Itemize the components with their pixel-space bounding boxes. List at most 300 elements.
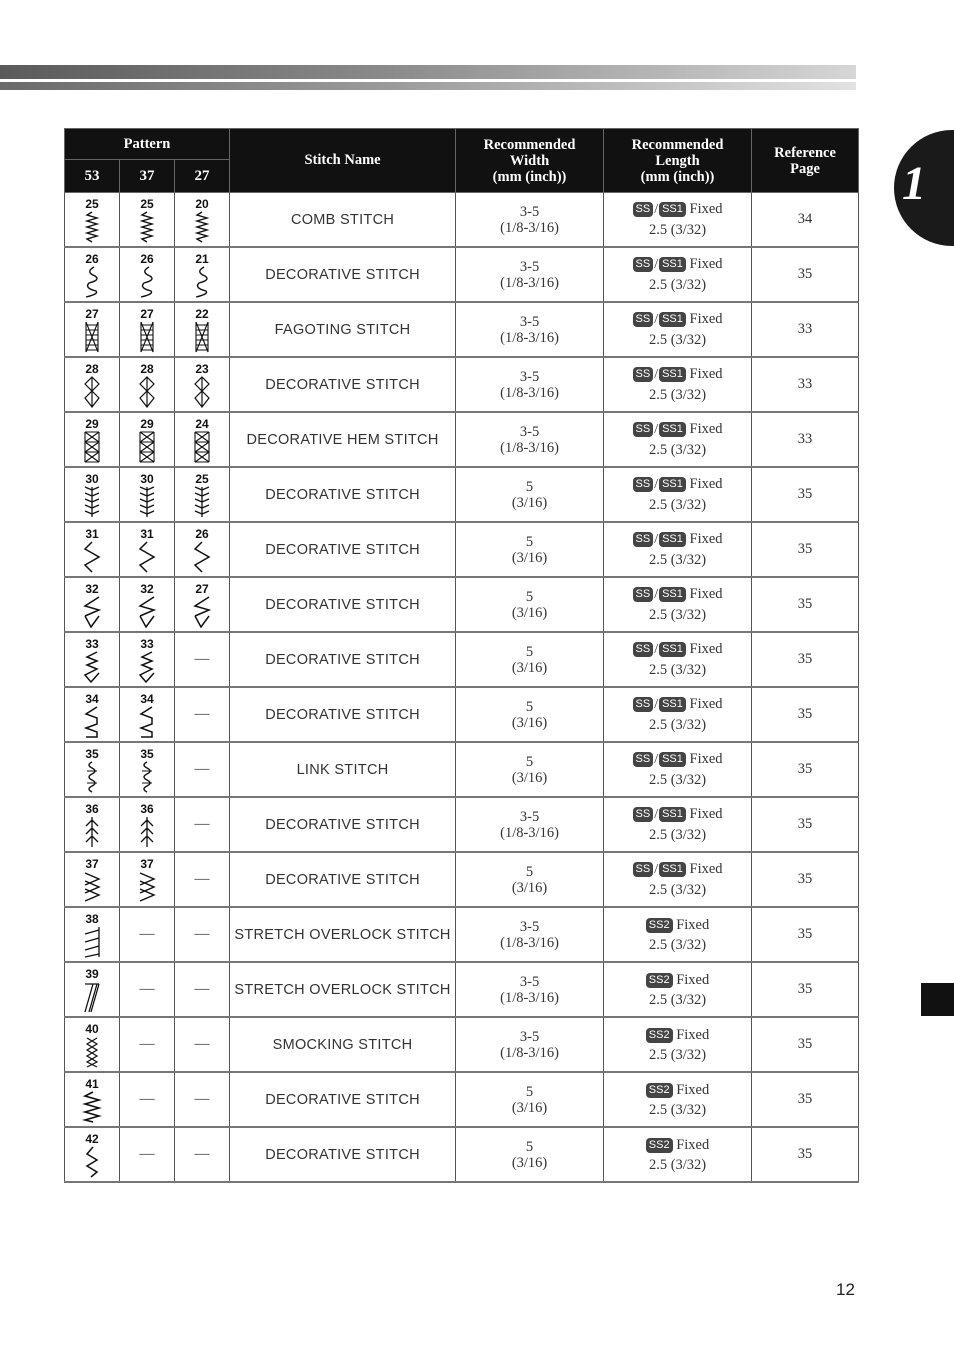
length-fixed-label: Fixed <box>676 916 710 933</box>
presser-foot-badge: SS2 <box>646 918 673 933</box>
pattern-cell-27 <box>175 907 230 962</box>
section-marker <box>921 983 954 1016</box>
pattern-cell-53 <box>65 632 120 687</box>
width-inch: (1/8-3/16) <box>500 824 559 841</box>
length-value: 2.5 (3/32) <box>648 1101 707 1118</box>
presser-foot-badge: SS1 <box>659 257 686 272</box>
pattern-number: 35 <box>85 747 99 761</box>
stitch-name-cell <box>230 247 456 302</box>
length-value: 2.5 (3/32) <box>648 772 707 788</box>
width-cell <box>456 687 604 742</box>
reference-cell <box>752 742 859 797</box>
width-inch: (1/8-3/16) <box>500 219 559 236</box>
pattern-number: 30 <box>140 472 154 486</box>
pattern-number: 26 <box>195 527 209 541</box>
width-header-line: (mm (inch)) <box>492 168 567 185</box>
width-mm: 3-5 <box>519 973 540 990</box>
reference-page: 35 <box>797 1036 813 1052</box>
length-value: 2.5 (3/32) <box>648 1156 707 1173</box>
stitch-name: SMOCKING STITCH <box>272 1036 413 1053</box>
pattern-cell-37 <box>120 577 175 632</box>
table-row <box>65 1017 859 1072</box>
pattern-number: 34 <box>140 692 154 706</box>
pattern-number: 24 <box>195 417 209 431</box>
pattern-number: 25 <box>85 197 99 211</box>
stitch-name: DECORATIVE HEM STITCH <box>246 431 439 448</box>
stitch-name: DECORATIVE STITCH <box>265 596 420 613</box>
pattern-number: 25 <box>140 197 154 211</box>
pattern-number: 25 <box>195 472 209 486</box>
pattern-cell-53 <box>65 962 120 1017</box>
length-value: 2.5 (3/32) <box>648 936 707 953</box>
pattern-cell-37 <box>120 247 175 302</box>
stitch-ladder-x-icon <box>81 431 103 463</box>
pattern-number: 26 <box>85 252 99 266</box>
reference-page: 33 <box>797 376 813 392</box>
width-header-line: Width <box>509 152 550 169</box>
presser-foot-badge: SS2 <box>646 1083 673 1098</box>
pattern-not-available: — <box>139 1146 155 1162</box>
stitch-check-wave-icon <box>81 596 103 628</box>
length-cell <box>604 193 752 248</box>
pattern-cell-53 <box>65 467 120 522</box>
table-row <box>65 577 859 632</box>
reference-page: 35 <box>797 486 813 502</box>
table-row <box>65 742 859 797</box>
stitch-name: DECORATIVE STITCH <box>265 651 420 668</box>
width-inch: (3/16) <box>511 1099 548 1116</box>
width-cell <box>456 302 604 357</box>
presser-foot-line <box>604 419 751 440</box>
pattern-number: 40 <box>85 1022 99 1036</box>
stitch-name-cell <box>230 467 456 522</box>
width-inch: (1/8-3/16) <box>500 329 559 346</box>
pattern-not-available: — <box>194 816 210 832</box>
presser-foot-badge: SS1 <box>659 697 686 712</box>
width-inch: (3/16) <box>511 659 548 676</box>
pattern-not-available: — <box>194 981 210 997</box>
reference-cell <box>752 1072 859 1127</box>
pattern-number: 27 <box>140 307 154 321</box>
stitch-name: DECORATIVE STITCH <box>265 816 420 833</box>
pattern-number: 32 <box>85 582 99 596</box>
width-cell <box>456 193 604 248</box>
stitch-name: DECORATIVE STITCH <box>265 376 420 393</box>
reference-cell <box>752 522 859 577</box>
pattern-number: 37 <box>85 857 99 871</box>
stitch-tree-icon <box>81 816 103 848</box>
presser-foot-badge: SS1 <box>659 312 686 327</box>
width-cell <box>456 522 604 577</box>
pattern-cell-37 <box>120 412 175 467</box>
length-fixed-label: Fixed <box>676 1136 710 1153</box>
badge-separator: / <box>654 312 659 327</box>
width-mm: 3-5 <box>519 918 540 935</box>
pattern-not-available: — <box>194 706 210 722</box>
width-inch: (1/8-3/16) <box>500 1044 559 1061</box>
stitch-name-cell <box>230 577 456 632</box>
presser-foot-badge: SS1 <box>659 532 686 547</box>
stitch-name-cell <box>230 907 456 962</box>
presser-foot-line <box>604 364 751 385</box>
presser-foot-line <box>604 639 751 660</box>
stitch-name: COMB STITCH <box>290 211 395 228</box>
table-row <box>65 247 859 302</box>
header-band-bottom <box>0 82 856 90</box>
width-mm: 5 <box>525 753 534 770</box>
length-cell <box>604 357 752 412</box>
reference-page: 35 <box>797 981 813 997</box>
presser-foot-badge: SS <box>633 367 654 382</box>
width-inch: (1/8-3/16) <box>500 384 559 401</box>
reference-page: 35 <box>797 816 813 832</box>
length-fixed-label: Fixed <box>689 311 723 327</box>
presser-foot-line <box>604 749 751 770</box>
presser-foot-line <box>604 970 751 990</box>
stitch-diamond-chain-icon <box>136 376 158 408</box>
pattern-number: 29 <box>85 417 99 431</box>
presser-foot-badge: SS2 <box>646 1028 673 1043</box>
header-band-top <box>0 65 856 79</box>
page-number: 12 <box>836 1280 855 1299</box>
stitch-name-cell <box>230 687 456 742</box>
stitch-name: DECORATIVE STITCH <box>265 706 420 723</box>
length-value: 2.5 (3/32) <box>648 827 707 843</box>
length-cell <box>604 467 752 522</box>
table-row <box>65 357 859 412</box>
stitch-ladder-x-icon <box>136 431 158 463</box>
length-fixed-label: Fixed <box>689 421 723 437</box>
pattern-cell-37 <box>120 357 175 412</box>
pattern-number: 36 <box>85 802 99 816</box>
pattern-cell-53 <box>65 797 120 852</box>
pattern-number: 28 <box>140 362 154 376</box>
presser-foot-line <box>604 859 751 880</box>
presser-foot-badge: SS <box>633 257 654 272</box>
pattern-cell-27 <box>175 1072 230 1127</box>
reference-page: 35 <box>797 706 813 722</box>
width-cell <box>456 467 604 522</box>
badge-separator: / <box>654 257 659 272</box>
stitch-zig-check-icon <box>81 651 103 683</box>
length-header <box>604 129 752 193</box>
reference-cell <box>752 357 859 412</box>
stitch-settings-table <box>64 128 859 1183</box>
reference-cell <box>752 852 859 907</box>
reference-page: 35 <box>797 1146 813 1162</box>
stitch-name: LINK STITCH <box>296 761 389 778</box>
presser-foot-badge: SS <box>633 202 654 217</box>
presser-foot-badge: SS1 <box>659 642 686 657</box>
stitch-name: FAGOTING STITCH <box>274 321 411 338</box>
presser-foot-line <box>604 1135 751 1155</box>
pattern-not-available: — <box>194 761 210 777</box>
width-inch: (3/16) <box>511 549 548 566</box>
stitch-name-cell <box>230 412 456 467</box>
stitch-name-cell <box>230 1017 456 1072</box>
reference-cell <box>752 412 859 467</box>
pattern-cell-37 <box>120 467 175 522</box>
pattern-number: 30 <box>85 472 99 486</box>
pattern-cell-27 <box>175 852 230 907</box>
stitch-link-icon <box>81 761 103 793</box>
length-cell <box>604 742 752 797</box>
presser-foot-badge: SS1 <box>659 752 686 767</box>
pattern-number: 37 <box>140 857 154 871</box>
stitch-chevron-stack-icon <box>81 871 103 903</box>
stitch-name: DECORATIVE STITCH <box>265 266 420 283</box>
length-fixed-label: Fixed <box>689 751 723 767</box>
stitch-name-cell <box>230 302 456 357</box>
pattern-cell-37 <box>120 522 175 577</box>
length-cell <box>604 797 752 852</box>
reference-cell <box>752 1127 859 1182</box>
reference-cell <box>752 193 859 248</box>
pattern-cell-53 <box>65 522 120 577</box>
stitch-dense-zigzag-icon <box>81 1091 103 1123</box>
pattern-number: 27 <box>85 307 99 321</box>
pattern-number: 31 <box>140 527 154 541</box>
pattern-cell-27 <box>175 632 230 687</box>
pattern-cell-37 <box>120 1072 175 1127</box>
pattern-number: 35 <box>140 747 154 761</box>
width-mm: 3-5 <box>519 368 540 385</box>
length-value: 2.5 (3/32) <box>648 442 707 458</box>
pattern-cell-37 <box>120 687 175 742</box>
table-row <box>65 907 859 962</box>
length-fixed-label: Fixed <box>689 256 723 272</box>
stitch-feather-icon <box>136 486 158 518</box>
width-cell <box>456 852 604 907</box>
stitch-chevron-stack-icon <box>136 871 158 903</box>
pattern-cell-27 <box>175 962 230 1017</box>
presser-foot-badge: SS <box>633 807 654 822</box>
reference-cell <box>752 687 859 742</box>
length-header-line: Recommended <box>631 136 724 153</box>
reference-page: 33 <box>797 321 813 337</box>
width-cell <box>456 357 604 412</box>
stitch-cross-hatch-icon <box>81 321 103 353</box>
presser-foot-badge: SS1 <box>659 862 686 877</box>
width-inch: (1/8-3/16) <box>500 934 559 951</box>
presser-foot-line <box>604 915 751 935</box>
length-header-line: (mm (inch)) <box>640 168 715 185</box>
stitch-link-icon <box>136 761 158 793</box>
width-inch: (1/8-3/16) <box>500 989 559 1006</box>
width-mm: 3-5 <box>519 203 540 220</box>
reference-page: 33 <box>797 431 813 447</box>
table-body <box>65 193 859 1183</box>
length-cell <box>604 1017 752 1072</box>
pattern-cell-37 <box>120 193 175 248</box>
stitch-name-cell <box>230 357 456 412</box>
presser-foot-line <box>604 199 751 220</box>
length-cell <box>604 1127 752 1182</box>
length-fixed-label: Fixed <box>689 696 723 712</box>
length-fixed-label: Fixed <box>689 861 723 877</box>
reference-page: 35 <box>797 871 813 887</box>
pattern-cell-53 <box>65 412 120 467</box>
pattern-cell-53 <box>65 742 120 797</box>
stitch-ladder-x-icon <box>191 431 213 463</box>
reference-page: 35 <box>797 266 813 282</box>
reference-cell <box>752 907 859 962</box>
pattern-not-available: — <box>139 981 155 997</box>
length-cell <box>604 962 752 1017</box>
pattern-cell-53 <box>65 193 120 248</box>
stitch-feather-icon <box>81 486 103 518</box>
table-row <box>65 302 859 357</box>
stitch-cross-hatch-icon <box>191 321 213 353</box>
length-value: 2.5 (3/32) <box>648 552 707 568</box>
width-inch: (1/8-3/16) <box>500 439 559 456</box>
presser-foot-badge: SS2 <box>646 973 673 988</box>
stitch-name-cell <box>230 797 456 852</box>
length-cell <box>604 412 752 467</box>
stitch-feather-icon <box>191 486 213 518</box>
stitch-name-cell <box>230 522 456 577</box>
stitch-zig-check-icon <box>136 651 158 683</box>
pattern-cell-27 <box>175 302 230 357</box>
width-mm: 5 <box>525 588 534 605</box>
pattern-cell-27 <box>175 357 230 412</box>
pattern-cell-27 <box>175 522 230 577</box>
pattern-cell-27 <box>175 1017 230 1072</box>
stitch-wide-zigzag-icon <box>191 541 213 573</box>
badge-separator: / <box>654 752 659 767</box>
pattern-number: 26 <box>140 252 154 266</box>
length-value: 2.5 (3/32) <box>648 222 707 238</box>
reference-page: 35 <box>797 761 813 777</box>
table-row <box>65 687 859 742</box>
pattern-cell-53 <box>65 357 120 412</box>
length-fixed-label: Fixed <box>689 531 723 547</box>
length-value: 2.5 (3/32) <box>648 607 707 623</box>
pattern-number: 23 <box>195 362 209 376</box>
stitch-zigzag-tight-icon <box>136 211 158 243</box>
badge-separator: / <box>654 697 659 712</box>
pattern-number: 22 <box>195 307 209 321</box>
width-mm: 5 <box>525 863 534 880</box>
table-row <box>65 412 859 467</box>
table-row <box>65 193 859 248</box>
table-row <box>65 852 859 907</box>
table-row <box>65 797 859 852</box>
pattern-number: 33 <box>140 637 154 651</box>
pattern-not-available: — <box>194 1091 210 1107</box>
pattern-not-available: — <box>139 1036 155 1052</box>
pattern-cell-27 <box>175 467 230 522</box>
pattern-cell-37 <box>120 852 175 907</box>
pattern-cell-53 <box>65 907 120 962</box>
stitch-zigzag-tight-icon <box>191 211 213 243</box>
pattern-number: 29 <box>140 417 154 431</box>
pattern-not-available: — <box>139 1091 155 1107</box>
pattern-not-available: — <box>194 1146 210 1162</box>
table-row <box>65 467 859 522</box>
width-mm: 3-5 <box>519 423 540 440</box>
presser-foot-badge: SS1 <box>659 202 686 217</box>
pattern-cell-53 <box>65 687 120 742</box>
width-inch: (3/16) <box>511 879 548 896</box>
width-cell <box>456 742 604 797</box>
stitch-name-header: Stitch Name <box>230 129 456 193</box>
width-cell <box>456 1072 604 1127</box>
pattern-cell-27 <box>175 687 230 742</box>
presser-foot-line <box>604 694 751 715</box>
pattern-cell-27 <box>175 797 230 852</box>
length-cell <box>604 632 752 687</box>
stitch-check-wave-icon <box>136 596 158 628</box>
reference-page: 35 <box>797 926 813 942</box>
width-cell <box>456 1017 604 1072</box>
length-fixed-label: Fixed <box>689 476 723 492</box>
pattern-number: 32 <box>140 582 154 596</box>
badge-separator: / <box>654 477 659 492</box>
stitch-name: DECORATIVE STITCH <box>265 1091 420 1108</box>
reference-cell <box>752 632 859 687</box>
width-mm: 5 <box>525 698 534 715</box>
badge-separator: / <box>654 532 659 547</box>
reference-page: 34 <box>797 211 813 227</box>
stitch-scallop-icon <box>136 266 158 298</box>
length-value: 2.5 (3/32) <box>648 332 707 348</box>
pattern-number: 21 <box>195 252 209 266</box>
reference-cell <box>752 467 859 522</box>
reference-page: 35 <box>797 1091 813 1107</box>
reference-cell <box>752 797 859 852</box>
width-mm: 5 <box>525 643 534 660</box>
pattern-not-available: — <box>194 926 210 942</box>
stitch-wide-zigzag-icon <box>81 541 103 573</box>
pattern-number: 41 <box>85 1077 99 1091</box>
width-inch: (3/16) <box>511 604 548 621</box>
width-mm: 3-5 <box>519 808 540 825</box>
stitch-name-cell <box>230 1127 456 1182</box>
pattern-not-available: — <box>139 926 155 942</box>
stitch-name: DECORATIVE STITCH <box>265 486 420 503</box>
length-fixed-label: Fixed <box>689 586 723 602</box>
pattern-cell-53 <box>65 247 120 302</box>
reference-header-line: Page <box>790 160 820 177</box>
model-53-header: 53 <box>65 160 120 193</box>
badge-separator: / <box>654 807 659 822</box>
pattern-cell-37 <box>120 302 175 357</box>
length-fixed-label: Fixed <box>676 971 710 988</box>
reference-cell <box>752 962 859 1017</box>
stitch-name-cell <box>230 962 456 1017</box>
length-value: 2.5 (3/32) <box>648 1046 707 1063</box>
pattern-number: 20 <box>195 197 209 211</box>
table-row <box>65 1127 859 1182</box>
reference-page: 35 <box>797 596 813 612</box>
model-27-header: 27 <box>175 160 230 193</box>
presser-foot-line <box>604 804 751 825</box>
stitch-name-cell <box>230 742 456 797</box>
pattern-number: 38 <box>85 912 99 926</box>
presser-foot-badge: SS <box>633 422 654 437</box>
stitch-wavy-zigzag-icon <box>81 1146 103 1178</box>
pattern-cell-53 <box>65 1072 120 1127</box>
pattern-cell-37 <box>120 1127 175 1182</box>
pattern-not-available: — <box>194 1036 210 1052</box>
presser-foot-badge: SS <box>633 532 654 547</box>
stitch-name: STRETCH OVERLOCK STITCH <box>234 981 451 998</box>
badge-separator: / <box>654 202 659 217</box>
width-header-line: Recommended <box>483 136 576 153</box>
pattern-number: 34 <box>85 692 99 706</box>
table-row <box>65 962 859 1017</box>
